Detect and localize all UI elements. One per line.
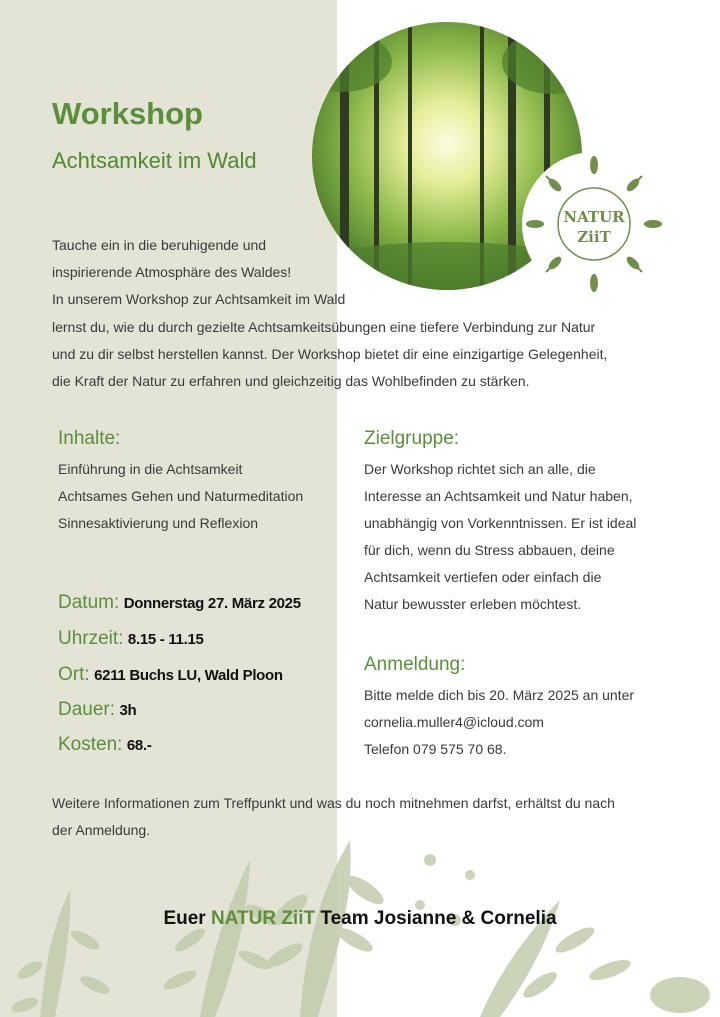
intro-line: In unserem Workshop zur Achtsamkeit im Wald [52,291,346,307]
detail-value: 68.- [126,737,152,754]
anmeldung-line: Bitte melde dich bis 20. März 2025 an unter [364,687,635,703]
signature-prefix: Euer [163,908,211,929]
detail-label: Dauer: [58,699,116,720]
footer-info-line: der Anmeldung. [52,822,151,838]
logo-text-line2: ZiiT [577,228,611,246]
signature-suffix: Team Josianne & Cornelia [315,908,557,929]
zielgruppe-line: unabhängig von Vorkenntnissen. Er ist ideal [364,515,637,531]
detail-label: Ort: [58,664,90,685]
page-title: Workshop [52,96,203,131]
detail-value: Donnerstag 27. März 2025 [123,595,301,612]
zielgruppe-line: Interesse an Achtsamkeit und Natur haben, [364,488,633,504]
anmeldung-heading: Anmeldung: [364,654,466,675]
detail-label: Kosten: [58,734,123,755]
detail-label: Uhrzeit: [58,628,124,649]
inhalte-heading: Inhalte: [58,428,121,449]
detail-value: 6211 Buchs LU, Wald Ploon [94,667,283,684]
inhalte-item: Achtsames Gehen und Naturmeditation [58,488,304,504]
intro-line: lernst du, wie du durch gezielte Achtsamkeitsübungen eine tiefere Verbindung zur Natur [52,319,596,335]
intro-line: inspirierende Atmosphäre des Waldes! [52,264,292,280]
detail-value: 8.15 - 11.15 [127,631,204,648]
detail-datum [58,592,301,614]
footer-info-line: Weitere Informationen zum Treffpunkt und was du noch mitnehmen darfst, erhältst du nach [52,795,615,811]
signature [0,908,720,930]
inhalte-item: Sinnesaktivierung und Reflexion [58,515,259,531]
intro-line: Tauche ein in die beruhigende und [52,237,267,253]
zielgruppe-line: Der Workshop richtet sich an alle, die [364,461,596,477]
detail-dauer [58,699,136,721]
zielgruppe-line: für dich, wenn du Stress abbauen, deine [364,542,615,558]
inhalte-item: Einführung in die Achtsamkeit [58,461,243,477]
detail-value: 3h [119,702,137,719]
intro-line: die Kraft der Natur zu erfahren und gleichzeitig das Wohlbefinden zu stärken. [52,373,530,389]
zielgruppe-heading: Zielgruppe: [364,428,460,449]
detail-kosten [58,734,152,756]
signature-brand: NATUR ZiiT [210,908,316,929]
detail-ort [58,664,283,686]
phone-number[interactable]: Telefon 079 575 70 68. [364,741,507,757]
intro-line: und zu dir selbst herstellen kannst. Der Workshop bietet dir eine einzigartige Gelegenheit, [52,346,608,362]
page-subtitle: Achtsamkeit im Wald [52,148,257,173]
zielgruppe-line: Natur bewusster erleben möchtest. [364,596,582,612]
zielgruppe-line: Achtsamkeit vertiefen oder einfach die [364,569,602,585]
email-link[interactable]: cornelia.muller4@icloud.com [364,714,544,730]
detail-label: Datum: [58,592,120,613]
detail-uhrzeit [58,628,204,650]
natur-ziit-logo [520,150,668,298]
logo-text-line1: NATUR [563,208,625,226]
